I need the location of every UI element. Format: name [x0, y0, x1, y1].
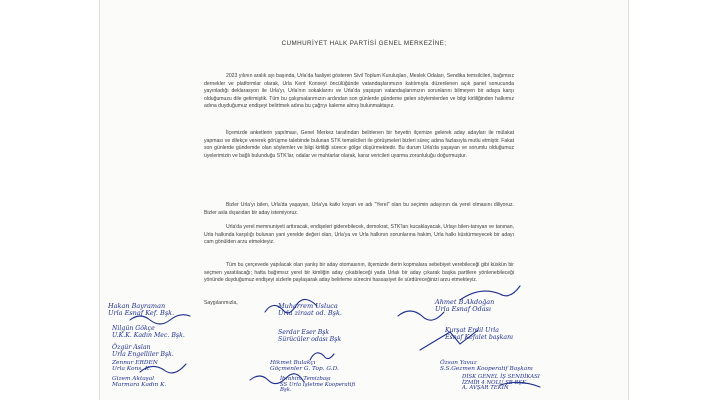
signature-engelliler: Özgür Aslan Urla Engelliler Bşk. — [112, 344, 174, 358]
paragraph-process: İlçemizde anketlerin yapılması, Genel Merkez tarafından belirlenen bir heyetin ilçemize gelerek aday adayları ile mülakat yapması ve dilekçe vererek görüşme talebinde bulunan STK temsilcileri ile görüşmeleri bizleri süreç adına fazlasıyla mutlu etmiştir. Fakat son günlerde gündemde olan söylemler ve bilgi kirliliği sürece gölge düşürmektedir. Bu durum Urla'da yaşayan ve sorumlu olduğumuz üyelerimizin ve bağlı bulunduğu STK'lar, odalar ve muhtarlar olarak, karar vericileri uyarma zorunluluğu doğurmuştur. — [204, 130, 514, 159]
paragraph-local-candidate: Bizler Urla'yı bilen, Urla'da yaşayan, Urla'ya katkı koyan ve adı "Yerel" olan bu seçimin adayının da yerel olmasını diliyoruz. Bizler asla dışarıdan bir aday istemiyoruz. — [204, 202, 514, 216]
paragraph-expectations: Urla'da yerel memnuniyeti arttıracak, endişeleri giderebilecek, demokrat, STK'ları kucaklayacak, Urlayı bilen-tanıyan ve tanınan, Urla halkında karşılığı bulunan yani yerelde değeri olan, Urla'ya ve Urla halkının sorunlarına hakim, Urla halkı küstürmeyecek bir adayı cam gönülden arzu etmekteyiz. — [204, 224, 514, 246]
letter-heading: CUMHURİYET HALK PARTİSİ GENEL MERKEZİNE; — [281, 40, 447, 47]
signature-urla-kons: Zennur ERDEN Urla Kons. K. — [112, 360, 158, 373]
signature-kadin-meclisi: Nilgün Gökçe U.K.K. Kadın Mec. Bşk. — [112, 325, 185, 339]
closing-regards: Saygılarımızla, — [204, 300, 238, 306]
letter-page — [100, 0, 628, 400]
paragraph-concerns: Tüm bu çerçevede yapılacak olan yanlış bir aday otomasının, ilçemizde derin kopmalara sebebiyet verebileceği gibi küskün bir seçmen yaratılacağı; hatta bağımsız yerel bir kimliğin aday çıkabileceği yada Urlalı bir aday çıkarak başka partilere yönlenebileceği yönünde duyduğumuz endişeyi sizlerle paylaşarak aday belirleme sürecini hassasiyet ile sürdüreceğinizi arzu etmekteyiz. — [204, 262, 514, 284]
signature-esnaf-kefalet-2: Kurşat Erdil Urla Esnaf Kefalet başkanı — [445, 327, 514, 341]
signature-marmara-kadin: Gizem Aktaşal Marmara Kadın K. — [112, 376, 167, 389]
signature-ziraat-odasi: Muharrem Usluca Urla ziraat od. Bşk. — [278, 302, 342, 317]
signature-isletme-kooperatifi: İbrahim Temizbaşı SS Urla İşletme Kooperatifi Bşk. — [280, 376, 356, 394]
signature-disk-genel-is: DİSK GENEL İŞ SENDİKASI İZMİR 4 NOLU ŞB BŞK. A. AVŞAR TEKİN — [462, 374, 540, 392]
paragraph-intro: 2023 yılının aralık ayı başında, Urla'da faaliyet gösteren Sivil Toplum Kuruluşları, Meslek Odaları, Sendika temsilcileri, bağımsız dernekler ve platformlar olarak, Urla Kent Konseyi öncülüğünde vatandaşlarımızın katılımıyla düzenlenen açık panel sonucunda yayınladığı deklarasyon ile Urla'yı, Urla'nın sokaklarını ve Urla'da yaşayan vatandaşlarımızın sorunlarını bilmeyen bir adaya karşı olduğumuzu dile getirmiştik. Tüm bu çalışmalarımızın ardından son günlerde gündeme gelen söylemlerden ve bilgi kirliliğinden halkımız adına duyduğumuz endişeyi belirtmek adına bu çağrıyı kaleme almış bulunmaktayız. — [204, 73, 514, 110]
signature-esnaf-kefalet: Hakan Bayraman Urla Esnaf Kef. Bşk. — [108, 302, 175, 317]
signature-gocmenler: Hikmet Bulakçı Göçmenler G. Top. G.D. — [270, 360, 339, 373]
signature-gezmen-kooperatif: Özsan Yavuz S.S.Gezmen Kooperatif Başkanı — [440, 360, 533, 373]
signature-suruculer-odasi: Serdar Eser Bşk Sürücüler odası Bşk — [278, 329, 342, 343]
signature-esnaf-odasi: Ahmet B.Akdoğan Urla Esnaf Odası — [435, 298, 495, 313]
signature-scribbles — [100, 0, 628, 400]
